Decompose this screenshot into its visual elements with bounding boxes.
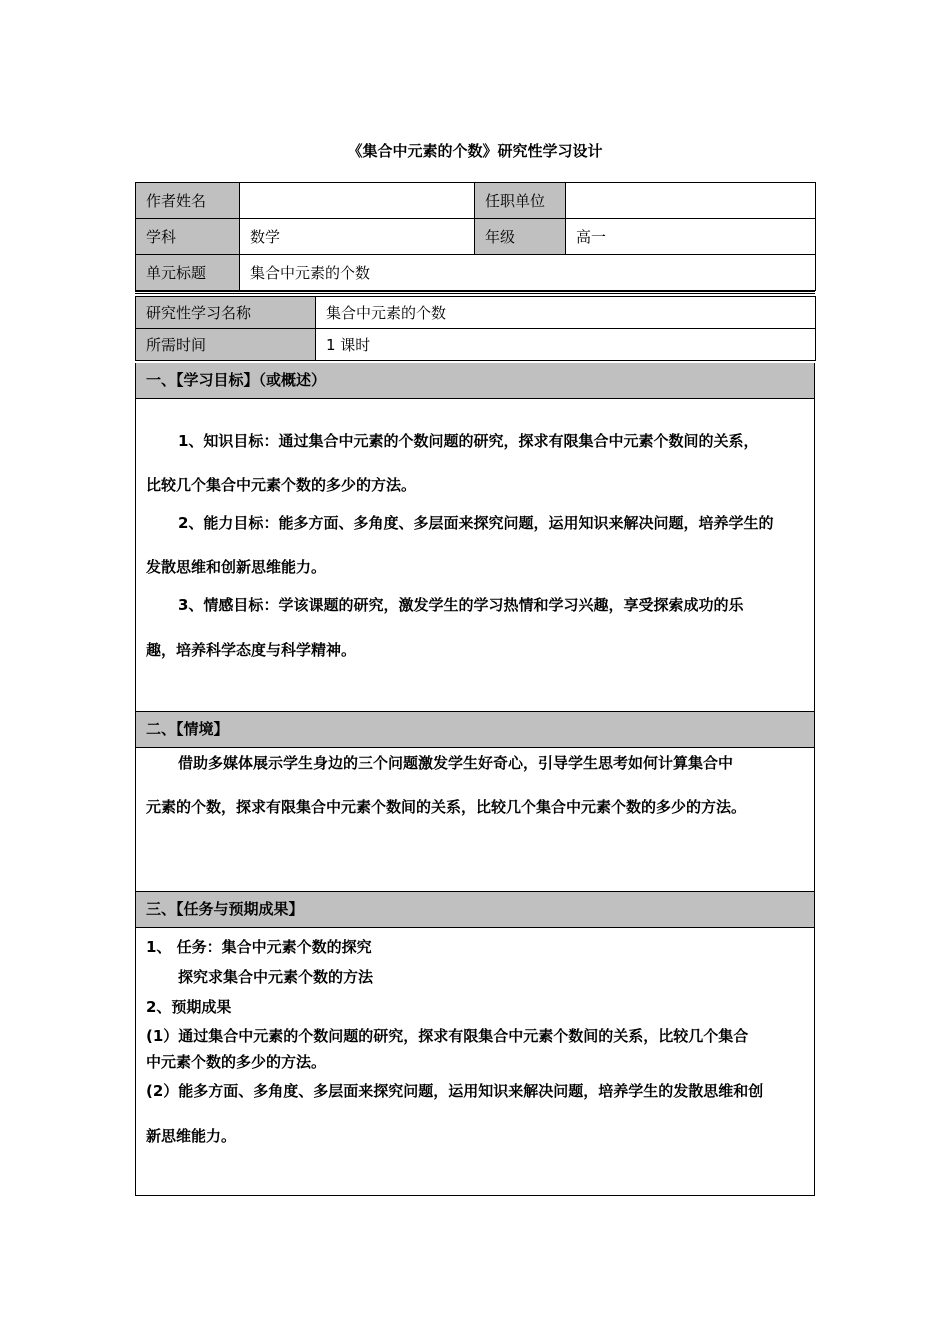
document-title: 《集合中元素的个数》研究性学习设计 [347, 142, 603, 160]
objective-line: 比较几个集合中元素个数的多少的方法。 [146, 476, 417, 494]
context-line: 元素的个数，探求有限集合中元素个数间的关系，比较几个集合中元素个数的多少的方法。 [146, 798, 747, 816]
study-name-value[interactable]: 集合中元素的个数 [316, 297, 816, 329]
author-label: 作者姓名 [136, 183, 240, 219]
time-value[interactable]: 1 课时 [316, 329, 816, 361]
subject-label: 学科 [136, 219, 240, 255]
topic-label: 单元标题 [136, 255, 240, 291]
study-name-label: 研究性学习名称 [136, 297, 316, 329]
task-line: 新思维能力。 [146, 1127, 237, 1145]
unit-value[interactable] [566, 183, 816, 219]
objective-line: 发散思维和创新思维能力。 [146, 558, 327, 576]
unit-label: 任职单位 [475, 183, 566, 219]
author-value[interactable] [240, 183, 475, 219]
section-objectives-heading: 一、【学习目标】（或概述） [136, 363, 814, 399]
task-line: 1、 任务：集合中元素个数的探究 [146, 938, 372, 956]
task-line: 2、预期成果 [146, 998, 232, 1016]
objective-line: 2、能力目标：能多方面、多角度、多层面来探究问题，运用知识来解决问题，培养学生的 [178, 514, 774, 532]
task-line: (2）能多方面、多角度、多层面来探究问题，运用知识来解决问题，培养学生的发散思维和创 [146, 1082, 764, 1100]
topic-value[interactable]: 集合中元素的个数 [240, 255, 816, 291]
grade-value[interactable]: 高一 [566, 219, 816, 255]
grade-label: 年级 [475, 219, 566, 255]
section-tasks [135, 892, 815, 1196]
subject-value[interactable]: 数学 [240, 219, 475, 255]
section-tasks-heading: 三、【任务与预期成果】 [136, 892, 814, 928]
study-table [135, 296, 815, 361]
section-context [135, 712, 815, 892]
section-context-heading: 二、【情境】 [136, 712, 814, 748]
objective-line: 趣，培养科学态度与科学精神。 [146, 641, 357, 659]
task-line: 中元素个数的多少的方法。 [146, 1053, 327, 1071]
context-line: 借助多媒体展示学生身边的三个问题激发学生好奇心，引导学生思考如何计算集合中 [178, 754, 734, 772]
info-table [135, 182, 815, 294]
task-line: (1）通过集合中元素的个数问题的研究，探求有限集合中元素个数间的关系，比较几个集合 [146, 1027, 749, 1045]
section-objectives [135, 363, 815, 712]
task-line: 探究求集合中元素个数的方法 [178, 968, 374, 986]
objective-line: 1、知识目标：通过集合中元素的个数问题的研究，探求有限集合中元素个数间的关系， [178, 432, 759, 450]
objective-line: 3、情感目标：学该课题的研究，激发学生的学习热情和学习兴趣，享受探索成功的乐 [178, 596, 744, 614]
time-label: 所需时间 [136, 329, 316, 361]
